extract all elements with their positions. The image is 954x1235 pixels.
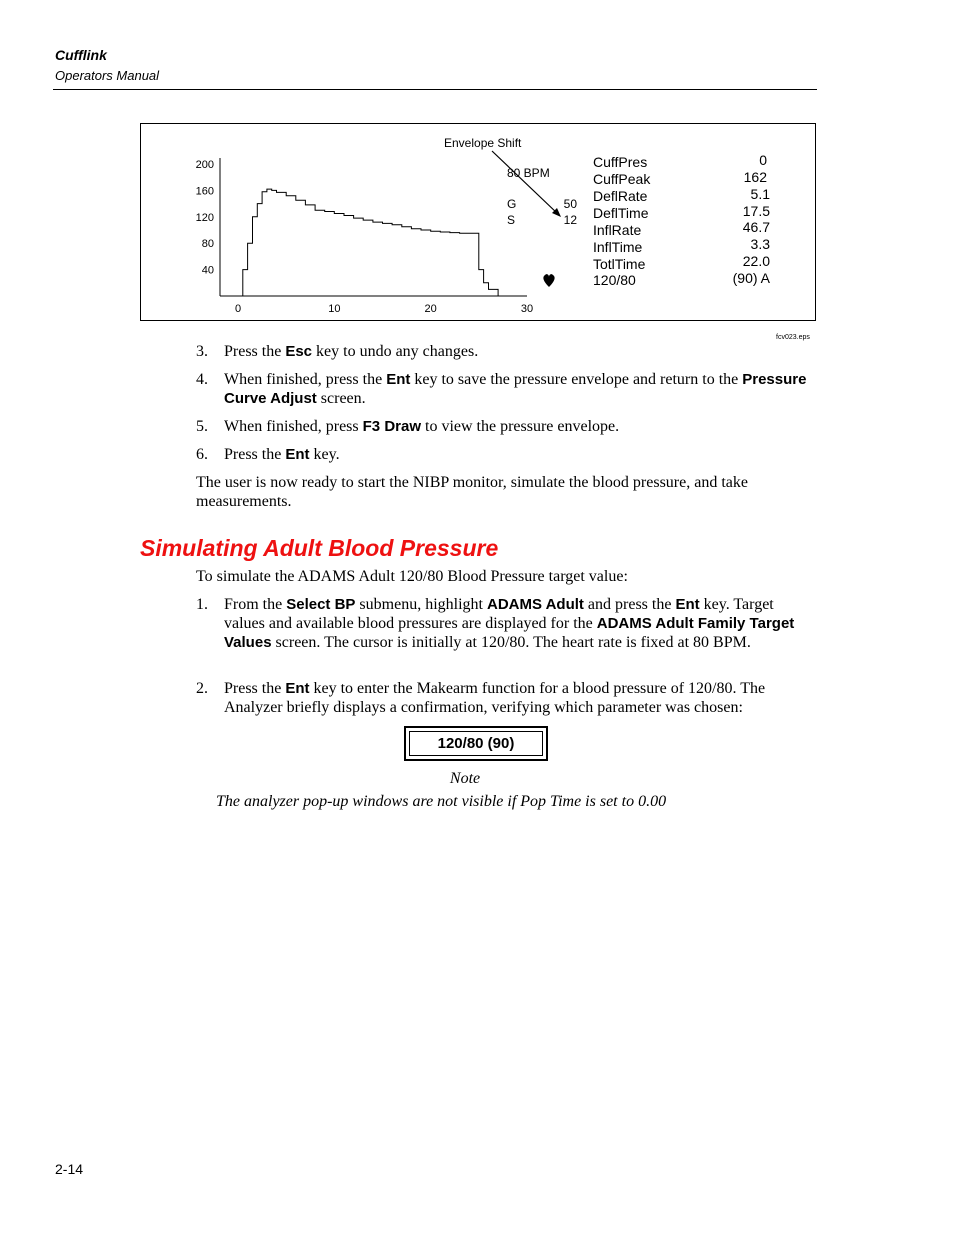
param-value: 46.7 — [742, 219, 770, 235]
param-value: 5.1 — [750, 186, 770, 202]
screen-name: ADAMS Adult Family Target Values — [224, 615, 795, 651]
step-text-part: key. — [309, 446, 340, 463]
intro-paragraph: To simulate the ADAMS Adult 120/80 Blood Pressure target value: — [196, 568, 628, 585]
step-text-part: Press the — [224, 343, 286, 360]
step-text-part: key to enter the Makearm function for a blood pressure of 120/80. The Analyzer briefly displays a confirmation, verifying which parameter was chosen: — [224, 680, 766, 716]
heart-icon — [543, 274, 554, 287]
step-number: 5. — [196, 418, 208, 435]
manual-subtitle: Operators Manual — [55, 68, 160, 83]
step-text-part: to view the pressure envelope. — [421, 418, 620, 435]
pressure-envelope-chart — [196, 158, 533, 315]
figure-caption: fcv023.eps — [776, 334, 810, 341]
param-name: TotlTime — [593, 256, 646, 272]
manual-title: Cufflink — [55, 47, 107, 63]
key-name: Ent — [285, 446, 310, 463]
param-value: 162 — [743, 169, 767, 185]
step-text-part: Press the — [224, 680, 286, 697]
menu-name: Select BP — [286, 596, 356, 613]
parameter-table — [593, 152, 771, 288]
step-text-part: key to save the pressure envelope and return to the — [410, 371, 743, 388]
x-tick-label: 10 — [328, 303, 341, 315]
key-name: F3 Draw — [362, 418, 421, 435]
note-title: Note — [449, 770, 481, 787]
page-number: 2-14 — [55, 1161, 84, 1177]
step-text-part: Press the — [224, 446, 286, 463]
param-name: InflTime — [593, 239, 643, 255]
y-tick-label: 200 — [195, 159, 214, 171]
y-tick-label: 160 — [195, 185, 214, 198]
s-value: 12 — [563, 213, 577, 227]
header-rule — [53, 89, 817, 90]
step-text-part: key. Target values and available blood pressures are displayed for the — [224, 596, 774, 632]
step-number: 4. — [196, 371, 208, 388]
analyzer-screen-svg — [141, 124, 815, 320]
step-text-part: screen. — [316, 390, 366, 407]
x-tick-label: 30 — [520, 303, 534, 315]
step-number: 2. — [196, 680, 208, 697]
x-tick-label: 0 — [234, 303, 242, 315]
step-text-part: submenu, highlight — [355, 596, 487, 613]
param-value: (90) A — [732, 270, 770, 286]
step-text-part: When finished, press — [224, 418, 363, 435]
param-name: CuffPres — [593, 154, 648, 170]
param-value: 3.3 — [750, 236, 770, 252]
screen-name: Pressure Curve Adjust — [224, 371, 807, 407]
confirmation-popup — [404, 726, 548, 761]
step-number: 1. — [196, 596, 208, 613]
step-text — [224, 370, 814, 408]
step-number: 3. — [196, 343, 208, 360]
param-name: InflRate — [593, 222, 642, 238]
ready-paragraph: The user is now ready to start the NIBP monitor, simulate the blood pressure, and take measurements. — [196, 474, 748, 510]
param-name: CuffPeak — [593, 171, 651, 187]
note-text: The analyzer pop-up windows are not visible if Pop Time is set to 0.00 — [216, 793, 667, 810]
step-text-part: key to undo any changes. — [312, 343, 479, 360]
param-value: 0 — [759, 152, 767, 168]
param-value: 17.5 — [742, 203, 770, 219]
step-text-part: From the — [224, 596, 287, 613]
g-label: G — [507, 197, 517, 211]
analyzer-screen-figure — [140, 123, 816, 321]
step-text — [224, 595, 809, 652]
envelope-shift-callout: Envelope Shift — [444, 136, 522, 150]
step-text-part: screen. The cursor is initially at 120/80. The heart rate is fixed at 80 BPM. — [271, 634, 751, 651]
callout-arrow-line — [492, 151, 558, 214]
key-name: Esc — [285, 343, 313, 360]
step-text-part: When finished, press the — [224, 371, 387, 388]
step-text-part: and press the — [583, 596, 676, 613]
bpm-readout: 80 BPM — [507, 166, 550, 180]
key-name: Ent — [675, 596, 700, 613]
envelope-series-line — [238, 189, 508, 296]
y-tick-label: 40 — [201, 264, 214, 277]
key-name: Ent — [386, 371, 411, 388]
param-name: DeflTime — [593, 205, 649, 221]
key-name: Ent — [285, 680, 310, 697]
step-text — [224, 445, 814, 464]
y-tick-label: 80 — [201, 238, 214, 251]
item-name: ADAMS Adult — [486, 596, 584, 613]
step-text — [224, 679, 812, 717]
param-name: 120/80 — [593, 272, 636, 288]
step-number: 6. — [196, 446, 208, 463]
x-tick-label: 20 — [424, 303, 437, 315]
param-value: 22.0 — [742, 253, 770, 269]
step-text — [224, 342, 814, 361]
y-tick-label: 120 — [195, 211, 214, 224]
s-label: S — [507, 213, 516, 227]
section-heading: Simulating Adult Blood Pressure — [140, 535, 499, 561]
popup-text: 120/80 (90) — [409, 731, 543, 756]
param-name: DeflRate — [593, 188, 648, 204]
g-value: 50 — [563, 197, 577, 211]
step-text — [224, 417, 814, 436]
